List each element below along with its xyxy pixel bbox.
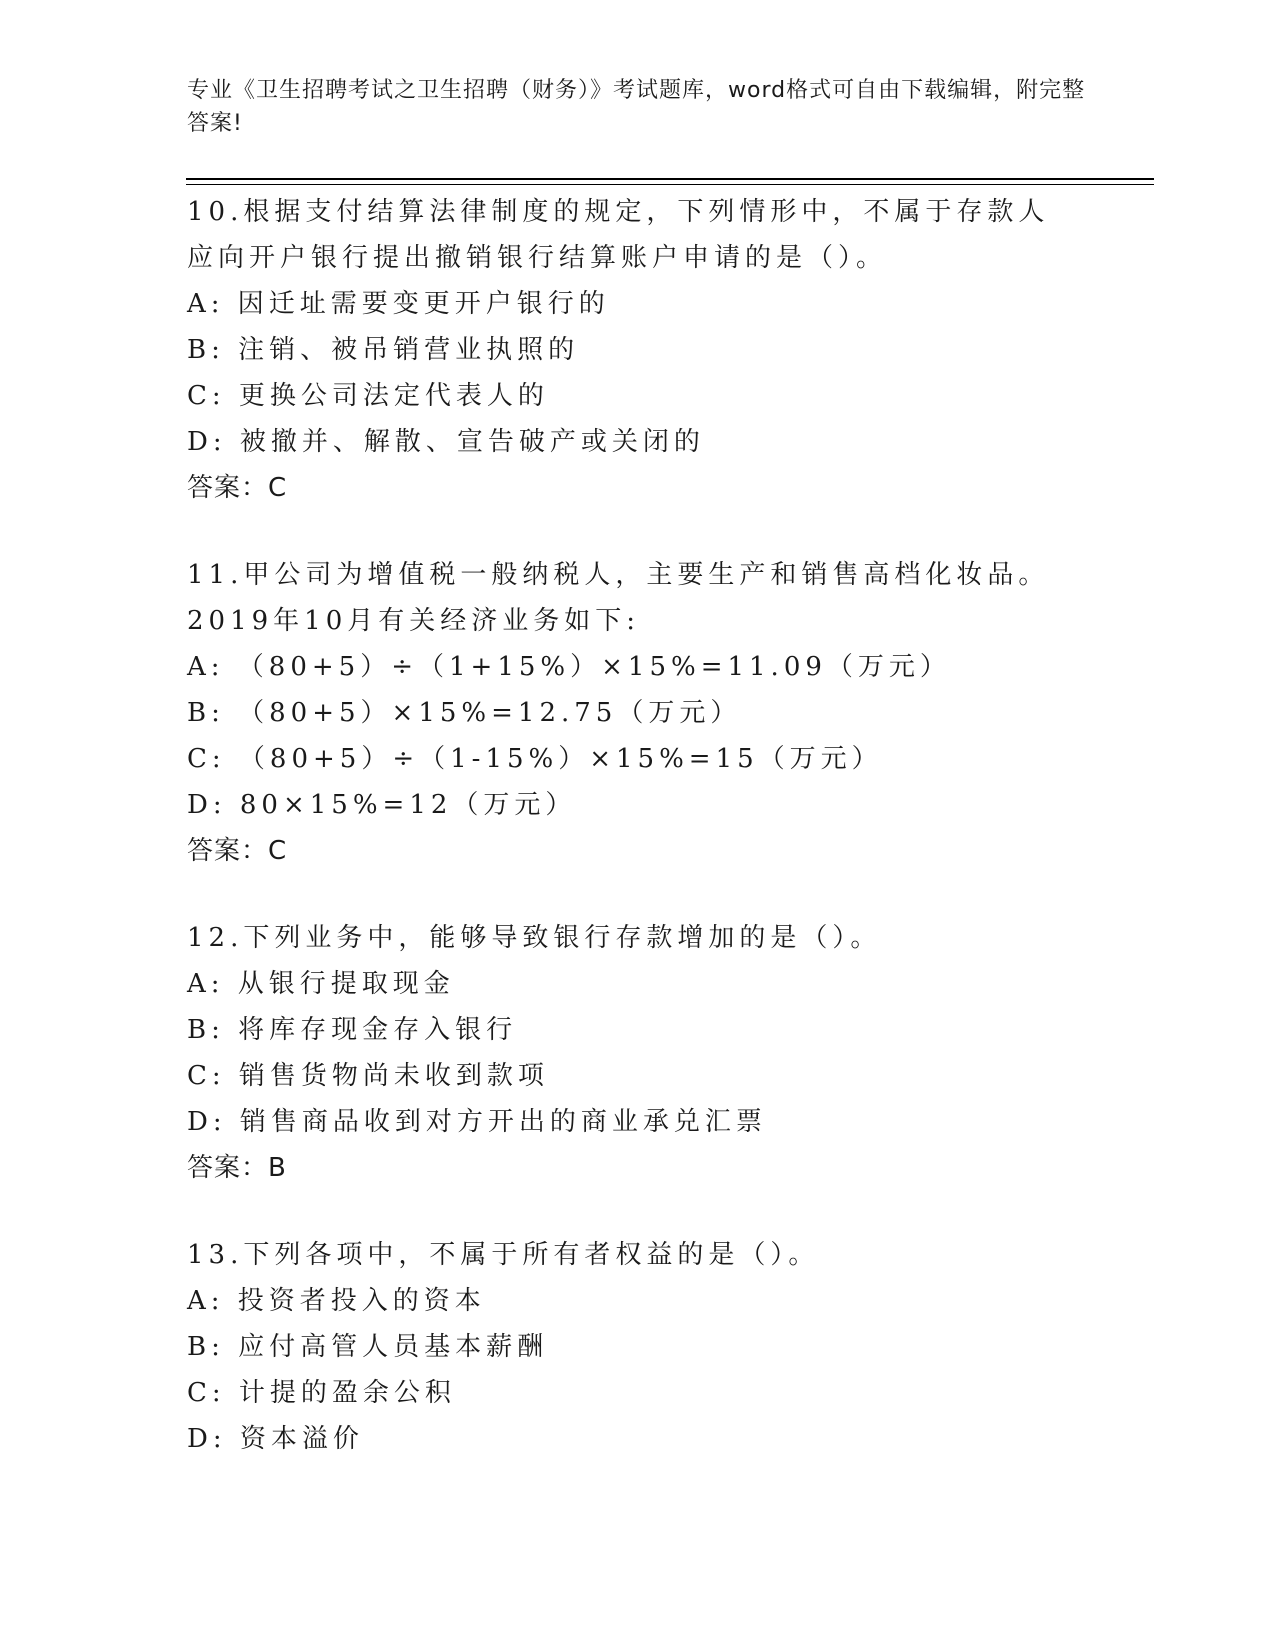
option-b: B: 将库存现金存入银行 [187, 1015, 518, 1045]
question-stem: 13.下列各项中，不属于所有者权益的是（）。 [187, 1240, 820, 1270]
option-c: C: （80+5）÷（1-15%）×15%=15（万元） [187, 744, 883, 774]
question-list [187, 189, 1087, 1503]
option-d: D: 资本溢价 [187, 1424, 364, 1454]
question-stem: 11.甲公司为增值税一般纳税人，主要生产和销售高档化妆品。2019年10月有关经济业务如下: [187, 560, 1050, 636]
header-divider-thick [186, 178, 1154, 180]
question-10 [187, 189, 1087, 511]
answer-line: 答案：C [187, 836, 288, 866]
option-d: D: 被撤并、解散、宣告破产或关闭的 [187, 427, 705, 457]
option-a: A: 从银行提取现金 [187, 969, 455, 999]
option-a: A: （80+5）÷（1+15%）×15%=11.09（万元） [187, 652, 951, 682]
option-d: D: 80×15%=12（万元） [187, 790, 577, 820]
header-divider-thin [186, 184, 1154, 185]
option-a: A: 投资者投入的资本 [187, 1286, 486, 1316]
option-d: D: 销售商品收到对方开出的商业承兑汇票 [187, 1107, 767, 1137]
question-12 [187, 915, 1087, 1191]
option-c: C: 销售货物尚未收到款项 [187, 1061, 549, 1091]
option-b: B: （80+5）×15%=12.75（万元） [187, 698, 742, 728]
option-c: C: 更换公司法定代表人的 [187, 381, 549, 411]
question-stem: 12.下列业务中，能够导致银行存款增加的是（）。 [187, 923, 882, 953]
question-stem: 10.根据支付结算法律制度的规定，下列情形中，不属于存款人应向开户银行提出撤销银行结算账户申请的是（）。 [187, 197, 1050, 273]
question-11 [187, 552, 1087, 874]
answer-line: 答案：C [187, 473, 288, 503]
option-b: B: 应付高管人员基本薪酬 [187, 1332, 549, 1362]
answer-line: 答案：B [187, 1153, 287, 1183]
document-intro: 专业《卫生招聘考试之卫生招聘（财务）》考试题库，word格式可自由下载编辑，附完整答案! [187, 78, 1086, 136]
option-c: C: 计提的盈余公积 [187, 1378, 456, 1408]
option-b: B: 注销、被吊销营业执照的 [187, 335, 580, 365]
question-13 [187, 1232, 1087, 1462]
option-a: A: 因迁址需要变更开户银行的 [187, 289, 610, 319]
